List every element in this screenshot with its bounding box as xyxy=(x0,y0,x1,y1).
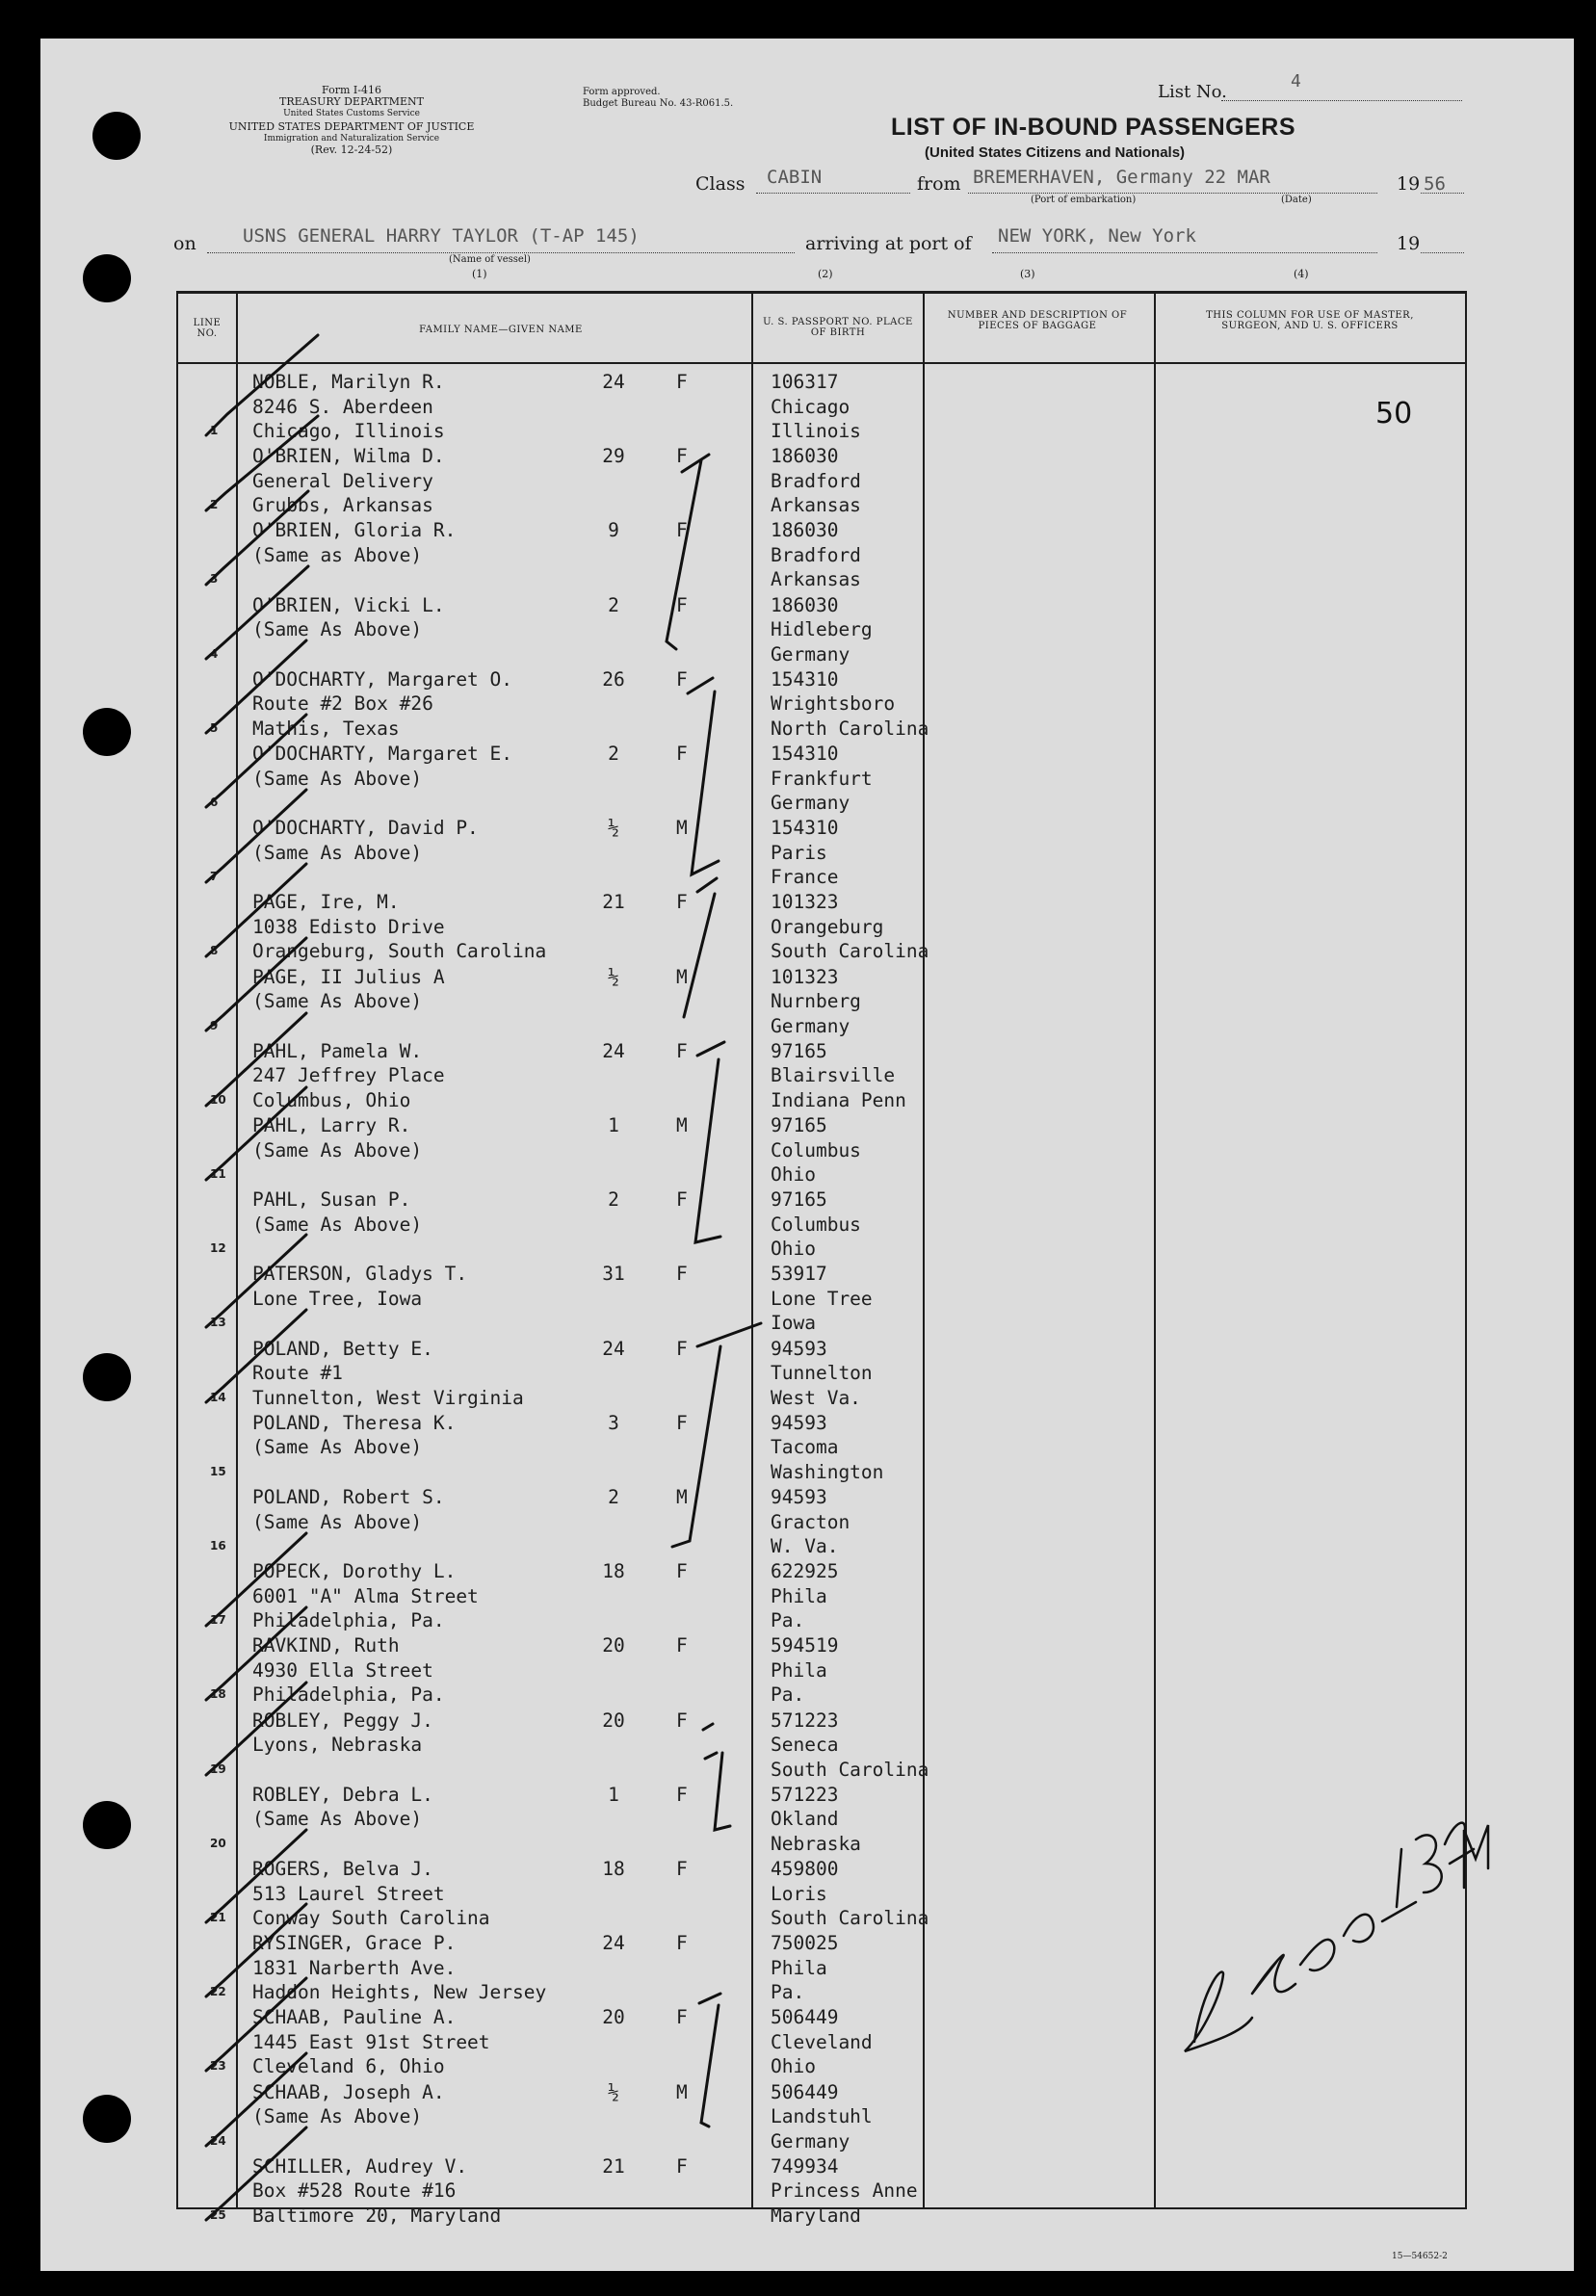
passenger-age: 9 xyxy=(608,519,619,542)
passenger-name-address-line: (Same As Above) xyxy=(252,1808,423,1831)
passenger-name-address-line: Tunnelton, West Virginia xyxy=(252,1386,524,1409)
passport-birthplace-line: Cleveland xyxy=(771,2030,873,2053)
passenger-age: 20 xyxy=(602,2006,625,2029)
passenger-sex: F xyxy=(676,2006,688,2029)
col-header-officers: THIS COLUMN FOR USE OF MASTER, SURGEON, AND U. S. OFFICERS xyxy=(1206,310,1414,331)
passenger-sex: F xyxy=(676,891,688,914)
check-mark-row-7 xyxy=(206,790,306,882)
passport-birthplace-line: Hidleberg xyxy=(771,618,873,641)
check-mark-row-14 xyxy=(206,1310,306,1402)
passport-birthplace-line: 94593 xyxy=(771,1337,827,1360)
passenger-sex: F xyxy=(676,1039,688,1062)
passenger-name-address-line: Mathis, Texas xyxy=(252,717,400,740)
passenger-sex: M xyxy=(676,965,688,988)
passport-birthplace-line: Iowa xyxy=(771,1312,816,1335)
passenger-name-address-line: ROBLEY, Peggy J. xyxy=(252,1709,433,1732)
passport-birthplace-line: 94593 xyxy=(771,1486,827,1508)
passenger-age: 2 xyxy=(608,1188,619,1212)
passenger-age: 18 xyxy=(602,1560,625,1583)
passenger-name-address-line: (Same As Above) xyxy=(252,767,423,790)
line-number: 12 xyxy=(210,1241,226,1256)
passenger-name-address-line: Grubbs, Arkansas xyxy=(252,494,433,517)
passport-birthplace-line: 97165 xyxy=(771,1039,827,1062)
passenger-name-address-line: 8246 S. Aberdeen xyxy=(252,395,433,418)
passenger-name-address-line: O'BRIEN, Gloria R. xyxy=(252,519,457,542)
check-mark-row-17 xyxy=(206,1533,306,1626)
line-number: 19 xyxy=(210,1761,226,1776)
passport-birthplace-line: Phila xyxy=(771,1956,827,1979)
passport-birthplace-line: Chicago xyxy=(771,395,850,418)
line-number: 3 xyxy=(210,572,219,587)
passport-birthplace-line: 622925 xyxy=(771,1560,839,1583)
line-number: 2 xyxy=(210,498,219,512)
passenger-name-address-line: RYSINGER, Grace P. xyxy=(252,1932,457,1955)
passport-birthplace-line: Nebraska xyxy=(771,1832,861,1855)
passenger-name-address-line: PATERSON, Gladys T. xyxy=(252,1263,468,1286)
passport-birthplace-line: Seneca xyxy=(771,1734,839,1757)
passenger-name-address-line: PAGE, Ire, M. xyxy=(252,891,400,914)
passenger-name-address-line: O'BRIEN, Vicki L. xyxy=(252,593,445,616)
passenger-age: 1 xyxy=(608,1114,619,1136)
passport-birthplace-line: Pa. xyxy=(771,1683,805,1707)
passenger-sex: F xyxy=(676,1411,688,1434)
passenger-name-address-line: SCHAAB, Joseph A. xyxy=(252,2080,445,2103)
passenger-sex: F xyxy=(676,1188,688,1212)
passenger-sex: M xyxy=(676,2080,688,2103)
passport-birthplace-line: 749934 xyxy=(771,2154,839,2178)
passenger-name-address-line: POLAND, Betty E. xyxy=(252,1337,433,1360)
bracket-rows-2-4 xyxy=(667,455,709,649)
passenger-sex: F xyxy=(676,1634,688,1657)
passport-birthplace-line: 154310 xyxy=(771,667,839,691)
passport-birthplace-line: 106317 xyxy=(771,371,839,393)
passport-birthplace-line: Phila xyxy=(771,1658,827,1682)
passenger-age: 2 xyxy=(608,1486,619,1508)
page-title: LIST OF IN-BOUND PASSENGERS xyxy=(891,114,1296,141)
passport-birthplace-line: Phila xyxy=(771,1584,827,1607)
passport-birthplace-line: 94593 xyxy=(771,1411,827,1434)
line-number: 13 xyxy=(210,1316,226,1330)
passenger-name-address-line: (Same As Above) xyxy=(252,990,423,1013)
passenger-name-address-line: Route #1 xyxy=(252,1362,343,1385)
passenger-name-address-line: (Same As Above) xyxy=(252,2105,423,2128)
passport-birthplace-line: Ohio xyxy=(771,1238,816,1261)
passenger-name-address-line: Philadelphia, Pa. xyxy=(252,1683,445,1707)
passenger-name-address-line: 1831 Narberth Ave. xyxy=(252,1956,457,1979)
passenger-name-address-line: (Same As Above) xyxy=(252,1510,423,1533)
passport-birthplace-line: 186030 xyxy=(771,593,839,616)
line-number: 1 xyxy=(210,424,219,437)
passenger-name-address-line: Baltimore 20, Maryland xyxy=(252,2204,502,2227)
passenger-name-address-line: POLAND, Theresa K. xyxy=(252,1411,457,1434)
passport-birthplace-line: Tunnelton xyxy=(771,1362,873,1385)
list-no-label: List No. xyxy=(1158,82,1227,102)
bracket-rows-19-20 xyxy=(703,1724,730,1830)
passenger-name-address-line: Orangeburg, South Carolina xyxy=(252,940,547,963)
passenger-age: 21 xyxy=(602,2154,625,2178)
line-number: 9 xyxy=(210,1018,219,1032)
passenger-sex: F xyxy=(676,1263,688,1286)
check-mark-row-8 xyxy=(206,864,306,956)
passport-birthplace-line: 506449 xyxy=(771,2006,839,2029)
on-label: on xyxy=(173,233,196,254)
passenger-age: 29 xyxy=(602,445,625,468)
passenger-age: 26 xyxy=(602,667,625,691)
line-number: 4 xyxy=(210,646,219,661)
passenger-name-address-line: POLAND, Robert S. xyxy=(252,1486,445,1508)
passport-birthplace-line: 101323 xyxy=(771,965,839,988)
passenger-name-address-line: Lyons, Nebraska xyxy=(252,1734,423,1757)
passenger-sex: F xyxy=(676,1709,688,1732)
passenger-name-address-line: PAHL, Larry R. xyxy=(252,1114,411,1136)
passenger-age: 3 xyxy=(608,1411,619,1434)
check-mark-row-1 xyxy=(206,335,318,435)
passenger-name-address-line: (Same as Above) xyxy=(252,543,423,566)
passenger-name-address-line: NOBLE, Marilyn R. xyxy=(252,371,445,393)
bracket-rows-10-12 xyxy=(695,1042,724,1242)
passenger-sex: F xyxy=(676,1932,688,1955)
passenger-age: 20 xyxy=(602,1634,625,1657)
passenger-name-address-line: O'BRIEN, Wilma D. xyxy=(252,445,445,468)
check-mark-row-25 xyxy=(206,2127,306,2220)
passport-birthplace-line: Washington xyxy=(771,1460,884,1483)
passport-birthplace-line: South Carolina xyxy=(771,1758,929,1781)
line-number: 5 xyxy=(210,720,219,735)
passenger-name-address-line: Cleveland 6, Ohio xyxy=(252,2055,445,2078)
passport-birthplace-line: Tacoma xyxy=(771,1436,839,1459)
col-num-4: (4) xyxy=(1294,268,1309,280)
passport-birthplace-line: Bradford xyxy=(771,469,861,492)
passport-birthplace-line: 571223 xyxy=(771,1783,839,1806)
line-number: 15 xyxy=(210,1464,226,1478)
passport-birthplace-line: South Carolina xyxy=(771,940,929,963)
check-mark-row-3 xyxy=(206,491,308,585)
footer-code: 15—54652-2 xyxy=(1392,2252,1448,2261)
passenger-age: 1 xyxy=(608,1783,619,1806)
line-number: 24 xyxy=(210,2133,226,2148)
class-label: Class xyxy=(695,173,746,195)
passenger-name-address-line: 513 Laurel Street xyxy=(252,1882,445,1905)
line-number: 16 xyxy=(210,1539,226,1552)
treasury-dept: TREASURY DEPARTMENT xyxy=(279,95,424,108)
passport-birthplace-line: Germany xyxy=(771,1014,850,1037)
passenger-name-address-line: PAHL, Pamela W. xyxy=(252,1039,423,1062)
passenger-name-address-line: Columbus, Ohio xyxy=(252,1088,411,1111)
bracket-rows-23-24 xyxy=(699,1994,720,2126)
check-mark-row-9 xyxy=(206,938,306,1031)
passport-birthplace-line: 154310 xyxy=(771,743,839,765)
passport-birthplace-line: Pa. xyxy=(771,1981,805,2004)
passport-birthplace-line: Blairsville xyxy=(771,1064,896,1087)
passenger-name-address-line: Philadelphia, Pa. xyxy=(252,1609,445,1632)
passport-birthplace-line: Columbus xyxy=(771,1213,861,1236)
check-mark-row-13 xyxy=(206,1235,306,1330)
passenger-name-address-line: Lone Tree, Iowa xyxy=(252,1287,423,1310)
passport-birthplace-line: 154310 xyxy=(771,817,839,840)
line-number: 6 xyxy=(210,796,219,809)
passport-birthplace-line: Germany xyxy=(771,2129,850,2152)
passport-birthplace-line: France xyxy=(771,866,839,889)
passenger-sex: F xyxy=(676,371,688,393)
passenger-age: 20 xyxy=(602,1709,625,1732)
passport-birthplace-line: Orangeburg xyxy=(771,915,884,938)
passenger-age: 24 xyxy=(602,1039,625,1062)
list-no: 4 xyxy=(1291,71,1301,91)
passenger-sex: F xyxy=(676,593,688,616)
passenger-sex: F xyxy=(676,667,688,691)
justice-dept: UNITED STATES DEPARTMENT OF JUSTICE xyxy=(228,120,475,133)
passport-birthplace-line: 186030 xyxy=(771,519,839,542)
bracket-rows-8-9 xyxy=(684,878,717,1017)
customs-service: United States Customs Service xyxy=(283,109,420,118)
passport-birthplace-line: 53917 xyxy=(771,1263,827,1286)
passport-birthplace-line: Lone Tree xyxy=(771,1287,873,1310)
passenger-name-address-line: (Same As Above) xyxy=(252,841,423,864)
check-mark-row-22 xyxy=(206,1904,306,1999)
passport-birthplace-line: Maryland xyxy=(771,2204,861,2227)
passport-birthplace-line: 97165 xyxy=(771,1188,827,1212)
from-value: BREMERHAVEN, Germany 22 MAR xyxy=(973,167,1270,188)
signature xyxy=(1185,1823,1488,2051)
passport-birthplace-line: Loris xyxy=(771,1882,827,1905)
passport-birthplace-line: Gracton xyxy=(771,1510,850,1533)
check-mark-row-4 xyxy=(206,566,308,659)
passenger-name-address-line: General Delivery xyxy=(252,469,433,492)
passport-birthplace-line: Columbus xyxy=(771,1138,861,1161)
revision: (Rev. 12-24-52) xyxy=(310,144,393,156)
line-number: 7 xyxy=(210,870,219,884)
passport-birthplace-line: 571223 xyxy=(771,1709,839,1732)
passenger-age: ½ xyxy=(608,817,619,840)
budget-bureau: Budget Bureau No. 43-R061.5. xyxy=(583,98,734,109)
col-num-1: (1) xyxy=(472,268,487,280)
passenger-name-address-line: 247 Jeffrey Place xyxy=(252,1064,445,1087)
line-number: 18 xyxy=(210,1687,226,1702)
passenger-age: 18 xyxy=(602,1858,625,1880)
passport-birthplace-line: 101323 xyxy=(771,891,839,914)
passenger-age: 24 xyxy=(602,1932,625,1955)
passport-birthplace-line: Frankfurt xyxy=(771,767,873,790)
passenger-name-address-line: SCHILLER, Audrey V. xyxy=(252,2154,468,2178)
passport-birthplace-line: Bradford xyxy=(771,543,861,566)
passenger-name-address-line: O'DOCHARTY, David P. xyxy=(252,817,479,840)
passport-birthplace-line: Arkansas xyxy=(771,568,861,591)
count-annotation: 50 xyxy=(1375,397,1413,430)
passport-birthplace-line: 186030 xyxy=(771,445,839,468)
passenger-age: 21 xyxy=(602,891,625,914)
passenger-sex: F xyxy=(676,445,688,468)
port-caption: (Port of embarkation) xyxy=(1031,195,1137,205)
passenger-age: ½ xyxy=(608,965,619,988)
passenger-name-address-line: O'DOCHARTY, Margaret O. xyxy=(252,667,513,691)
passenger-age: ½ xyxy=(608,2080,619,2103)
passenger-name-address-line: 1038 Edisto Drive xyxy=(252,915,445,938)
passenger-name-address-line: 6001 "A" Alma Street xyxy=(252,1584,479,1607)
passport-birthplace-line: Ohio xyxy=(771,1163,816,1186)
passenger-age: 2 xyxy=(608,593,619,616)
passenger-name-address-line: POPECK, Dorothy L. xyxy=(252,1560,457,1583)
arriving-label: arriving at port of xyxy=(805,233,972,254)
passport-birthplace-line: Nurnberg xyxy=(771,990,861,1013)
passenger-age: 24 xyxy=(602,1337,625,1360)
passenger-name-address-line: Box #528 Route #16 xyxy=(252,2179,457,2203)
line-number: 22 xyxy=(210,1985,226,1999)
year2-label: 19 xyxy=(1397,233,1421,254)
passenger-sex: F xyxy=(676,1783,688,1806)
passport-birthplace-line: Wrightsboro xyxy=(771,692,896,716)
passport-birthplace-line: North Carolina xyxy=(771,717,929,740)
line-number: 25 xyxy=(210,2207,226,2222)
col-header-passport: U. S. PASSPORT NO. PLACE OF BIRTH xyxy=(763,317,913,338)
passenger-name-address-line: SCHAAB, Pauline A. xyxy=(252,2006,457,2029)
col-header-line-no: LINE NO. xyxy=(193,318,222,339)
year-suffix: 56 xyxy=(1424,173,1446,195)
passport-birthplace-line: 459800 xyxy=(771,1858,839,1880)
col-header-baggage: NUMBER AND DESCRIPTION OF PIECES OF BAGGAGE xyxy=(947,310,1128,331)
passport-birthplace-line: Germany xyxy=(771,792,850,814)
passenger-name-address-line: 1445 East 91st Street xyxy=(252,2030,490,2053)
line-number: 21 xyxy=(210,1911,226,1924)
check-mark-row-6 xyxy=(206,715,306,807)
passenger-name-address-line: (Same As Above) xyxy=(252,1138,423,1161)
passport-birthplace-line: South Carolina xyxy=(771,1907,929,1929)
check-mark-row-18 xyxy=(206,1607,306,1700)
passenger-name-address-line: ROBLEY, Debra L. xyxy=(252,1783,433,1806)
from-label: from xyxy=(917,173,961,195)
passenger-name-address-line: ROGERS, Belva J. xyxy=(252,1858,433,1880)
form-approved: Form approved. xyxy=(583,87,661,97)
passport-birthplace-line: Okland xyxy=(771,1808,839,1831)
passenger-age: 24 xyxy=(602,371,625,393)
line-number: 10 xyxy=(210,1092,226,1107)
passenger-name-address-line: (Same As Above) xyxy=(252,1436,423,1459)
arrival-port: NEW YORK, New York xyxy=(998,225,1196,247)
check-mark-row-23 xyxy=(206,1978,306,2074)
col-num-2: (2) xyxy=(818,268,833,280)
passport-birthplace-line: West Va. xyxy=(771,1386,861,1409)
passenger-sex: M xyxy=(676,1486,688,1508)
line-number: 17 xyxy=(210,1613,226,1628)
line-number: 11 xyxy=(210,1167,226,1181)
passenger-sex: F xyxy=(676,1337,688,1360)
line-number: 23 xyxy=(210,2059,226,2074)
line-number: 14 xyxy=(210,1390,226,1404)
passport-birthplace-line: Ohio xyxy=(771,2055,816,2078)
form-id: Form I-416 xyxy=(322,84,381,96)
passenger-sex: M xyxy=(676,1114,688,1136)
passenger-name-address-line: O'DOCHARTY, Margaret E. xyxy=(252,743,513,765)
class-value: CABIN xyxy=(767,167,823,188)
bracket-rows-5-7 xyxy=(688,678,719,874)
passport-birthplace-line: 750025 xyxy=(771,1932,839,1955)
col-header-name: FAMILY NAME—GIVEN NAME xyxy=(419,325,583,335)
line-number: 20 xyxy=(210,1836,226,1850)
passport-birthplace-line: 594519 xyxy=(771,1634,839,1657)
passenger-name-address-line: RAVKIND, Ruth xyxy=(252,1634,400,1657)
ins: Immigration and Naturalization Service xyxy=(263,134,440,144)
passenger-sex: F xyxy=(676,2154,688,2178)
passport-birthplace-line: Arkansas xyxy=(771,494,861,517)
passport-birthplace-line: 97165 xyxy=(771,1114,827,1136)
check-mark-row-11 xyxy=(206,1087,306,1180)
passport-birthplace-line: Pa. xyxy=(771,1609,805,1632)
passenger-name-address-line: Haddon Heights, New Jersey xyxy=(252,1981,547,2004)
passenger-age: 2 xyxy=(608,743,619,765)
year-prefix: 19 xyxy=(1397,173,1421,195)
passenger-sex: F xyxy=(676,1560,688,1583)
line-number: 8 xyxy=(210,944,219,958)
vessel-caption: (Name of vessel) xyxy=(449,254,531,265)
passenger-name-address-line: Chicago, Illinois xyxy=(252,420,445,442)
passenger-sex: F xyxy=(676,1858,688,1880)
bracket-rows-14-16 xyxy=(672,1323,761,1547)
passenger-name-address-line: 4930 Ella Street xyxy=(252,1658,433,1682)
vessel-name: USNS GENERAL HARRY TAYLOR (T-AP 145) xyxy=(243,225,640,247)
passenger-age: 31 xyxy=(602,1263,625,1286)
check-mark-row-5 xyxy=(206,640,306,733)
passenger-sex: M xyxy=(676,817,688,840)
passenger-sex: F xyxy=(676,519,688,542)
passport-birthplace-line: Illinois xyxy=(771,420,861,442)
passenger-name-address-line: (Same As Above) xyxy=(252,1213,423,1236)
passport-birthplace-line: Indiana Penn xyxy=(771,1088,906,1111)
passport-birthplace-line: W. Va. xyxy=(771,1535,839,1557)
passport-birthplace-line: Germany xyxy=(771,642,850,665)
page-subtitle: (United States Citizens and Nationals) xyxy=(925,144,1186,161)
col-num-3: (3) xyxy=(1020,268,1035,280)
check-mark-row-10 xyxy=(206,1013,306,1106)
passenger-name-address-line: Conway South Carolina xyxy=(252,1907,490,1929)
passenger-name-address-line: (Same As Above) xyxy=(252,618,423,641)
passenger-name-address-line: PAHL, Susan P. xyxy=(252,1188,411,1212)
check-mark-row-21 xyxy=(206,1830,306,1922)
date-caption: (Date) xyxy=(1281,195,1312,205)
passport-birthplace-line: Paris xyxy=(771,841,827,864)
passenger-name-address-line: PAGE, II Julius A xyxy=(252,965,445,988)
check-mark-row-19 xyxy=(206,1683,306,1775)
passport-birthplace-line: Princess Anne xyxy=(771,2179,918,2203)
check-mark-row-24 xyxy=(206,2053,306,2146)
passenger-sex: F xyxy=(676,743,688,765)
passenger-name-address-line: Route #2 Box #26 xyxy=(252,692,433,716)
passport-birthplace-line: Landstuhl xyxy=(771,2105,873,2128)
passport-birthplace-line: 506449 xyxy=(771,2080,839,2103)
